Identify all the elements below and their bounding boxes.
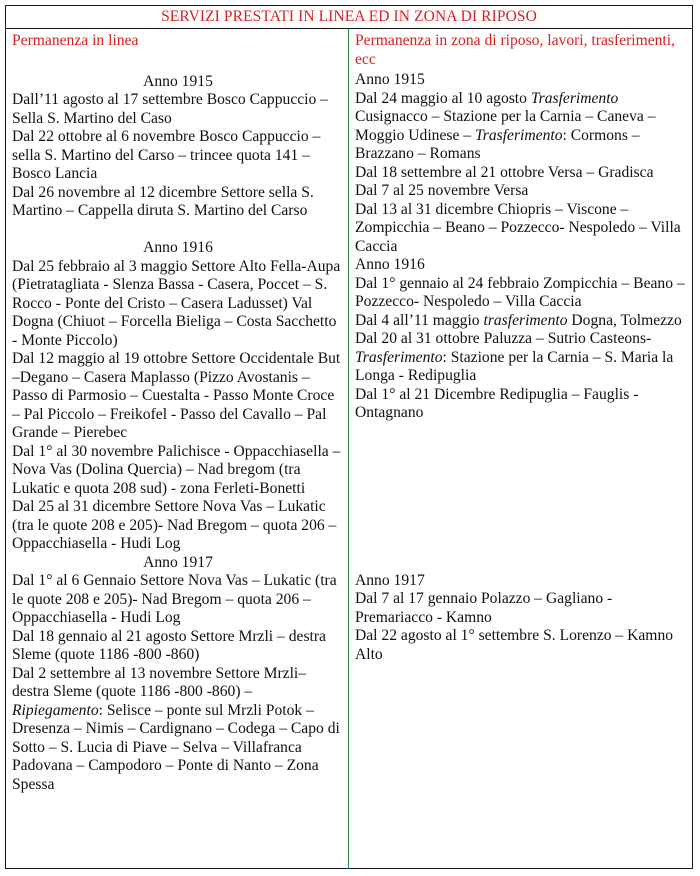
column-header-rest-zone: Permanenza in zona di riposo, lavori, trasferimenti, ecc [355,32,675,68]
rest-entry-1916-2: Dal 4 all’11 maggio trasferimento Dogna, Tolmezzo [355,311,682,329]
table-title: SERVIZI PRESTATI IN LINEA ED IN ZONA DI RIPOSO [6,6,692,29]
year-heading-1915: Anno 1915 [143,72,213,90]
year-heading-1915-right: Anno 1915 [355,71,425,88]
entry-1917-3: Dal 2 settembre al 13 novembre Settore Mrzli– destra Sleme (quote 1186 -800 -860) – Ripiegamento: Selisce – ponte sul Mrzli Potok – Dresenza – Nimis – Cardignano – Codega – Capo di Sotto – S. Lucia di Piave – Selva – Villafranca Padovana – Campodoro – Ponte di Nanto – Zona Spessa [12,664,340,793]
rest-entry-1917-1: Dal 7 al 17 gennaio Polazzo – Gagliano - Premariacco - Kamno [355,590,613,626]
entry-1916-1: Dal 25 febbraio al 3 maggio Settore Alto Fella-Aupa (Pietratagliata - Slenza Bassa - Casera, Poccet – S. Rocco - Ponte del Cristo – Casera Ladusset) Val Dogna (Chiuot – Forcella Bieliga – Costa Sacchetto - Monte Piccolo) [12,257,341,349]
entry-1917-1: Dal 1° al 6 Gennaio Settore Nova Vas – Lukatic (tra le quote 208 e 205)- Nad Bregom – quota 206 – Oppacchiasella - Hudi Log [12,572,337,626]
rest-entry-1915-2: Dal 18 settembre al 21 ottobre Versa – Gradisca [355,163,654,181]
column-header-in-line: Permanenza in linea [12,32,139,49]
rest-entry-1915-4: Dal 13 al 31 dicembre Chiopris – Viscone – Zompicchia – Beano – Pozzecco- Nespoledo – Villa Caccia [355,200,681,255]
year-heading-1917: Anno 1917 [143,553,213,571]
year-heading-1917-right: Anno 1917 [355,571,425,589]
column-in-line [6,29,348,869]
rest-entry-1916-4: Dal 1° al 21 Dicembre Redipuglia – Fauglis - Ontagnano [355,385,639,421]
entry-1916-3: Dal 1° al 30 novembre Palichisce - Oppacchiasella – Nova Vas (Dolina Quercia) – Nad bregom (tra Lukatic e quota 208 sud) - zona Ferleti-Bonetti [12,442,341,497]
rest-entry-1917-2: Dal 22 agosto al 1° settembre S. Lorenzo – Kamno Alto [355,627,674,663]
year-heading-1916: Anno 1916 [143,239,213,256]
rest-entry-1916-1: Dal 1° gennaio al 24 febbraio Zompicchia – Beano – Pozzecco- Nespoledo – Villa Caccia [355,274,685,310]
entry-1915-2: Dal 22 ottobre al 6 novembre Bosco Cappuccio – sella S. Martino del Carso – trincee quota 141 – Bosco Lancia [12,128,321,182]
entry-1915-3: Dal 26 novembre al 12 dicembre Settore sella S. Martino – Cappella diruta S. Martino del Carso [12,183,314,219]
rest-entry-1915-1: Dal 24 maggio al 10 agosto Trasferimento Cusignacco – Stazione per la Carnia – Caneva – Moggio Udinese – Trasferimento: Cormons – Brazzano – Romans [355,89,656,162]
entry-1916-4: Dal 25 al 31 dicembre Settore Nova Vas – Lukatic (tra le quote 208 e 205)- Nad Bregom – quota 206 – Oppacchiasella - Hudi Log [12,498,337,552]
rest-entry-1915-3: Dal 7 al 25 novembre Versa [355,182,529,199]
entry-1917-2: Dal 18 gennaio al 21 agosto Settore Mrzli – destra Sleme (quote 1186 -800 -860) [12,627,326,663]
rest-entry-1916-3: Dal 20 al 31 ottobre Paluzza – Sutrio Casteons- Trasferimento: Stazione per la Carnia – S. Maria la Longa - Redipuglia [355,330,674,384]
italic-ripiegamento: Ripiegamento [12,701,99,719]
table-columns [6,29,692,869]
entry-1916-2: Dal 12 maggio al 19 ottobre Settore Occidentale But –Degano – Casera Maplasso (Pizzo Avostanis – Passo di Parmosio – Cuestalta - Passo Monte Croce – Pal Piccolo – Freikofel - Passo del Cavallo – Pal Grande – Pierebec [12,350,341,441]
entry-1915-1: Dall’11 agosto al 17 settembre Bosco Cappuccio – Sella S. Martino del Caso [12,91,328,127]
column-rest-zone [348,29,692,869]
year-heading-1916-right: Anno 1916 [355,256,425,273]
service-record-table [5,5,693,869]
